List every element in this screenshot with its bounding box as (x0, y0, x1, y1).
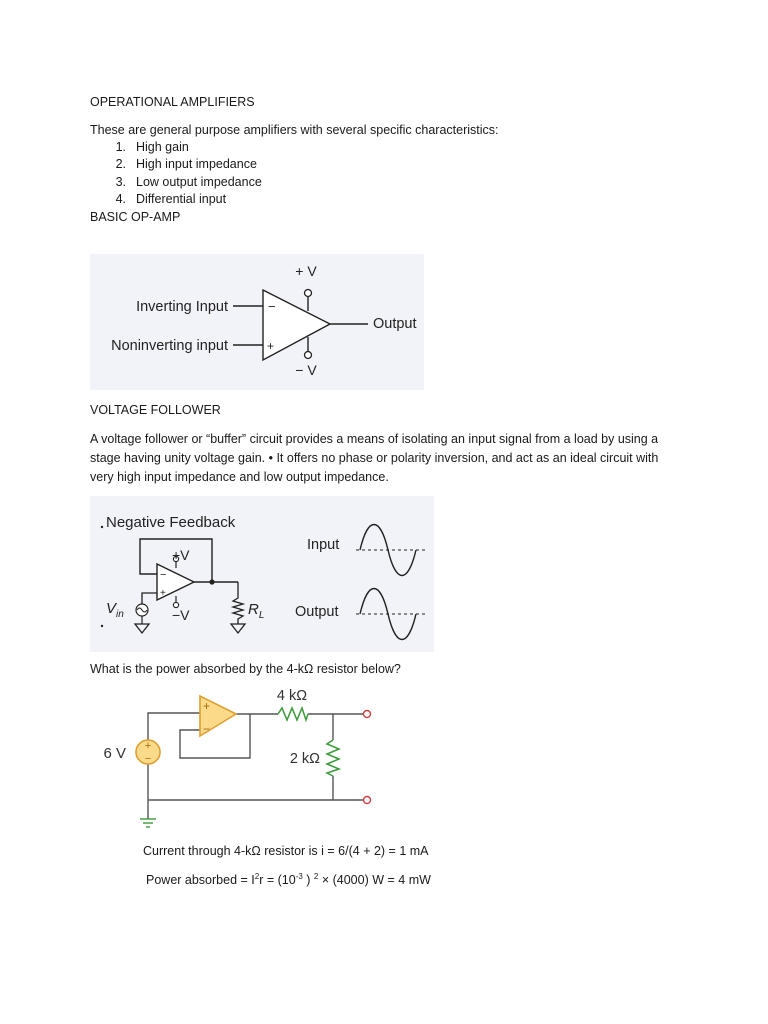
output-terminal-bottom (364, 797, 371, 804)
plus-supply-terminal (305, 290, 312, 297)
resistor-4k (278, 708, 308, 720)
plus-v-label: +V (172, 547, 190, 563)
circuit-problem-figure (90, 682, 390, 834)
negative-feedback-figure (90, 496, 434, 652)
rl-label: $R_L$ (248, 601, 265, 621)
inverting-sign: − (268, 299, 276, 314)
inverting-input-label: Inverting Input (136, 299, 228, 315)
section-heading-basic-op-amp: BASIC OP-AMP (90, 210, 181, 224)
circuit-problem-diagram (90, 682, 390, 834)
minus-v-label: − V (295, 362, 317, 378)
noninverting-sign: + (267, 339, 275, 353)
negative-feedback-title: Negative Feedback (106, 514, 236, 531)
output-node (209, 579, 214, 584)
noninverting-input-label: Noninverting input (111, 338, 228, 354)
section-heading-operational-amplifiers: OPERATIONAL AMPLIFIERS (90, 95, 255, 109)
power-calculation: Power absorbed = $I^2r = (10^{-3}$ ) $^2$ × (4000) W = 4 mW (146, 872, 431, 887)
voltage-follower-paragraph: A voltage follower or “buffer” circuit provides a means of isolating an input signal from a load by using a stage having unity voltage gain. • It offers no phase or polarity inversion, and act as an ideal circuit with very high input impedance and low output impedance. (90, 432, 659, 484)
minus-v-label: −V (172, 607, 190, 623)
noninverting-sign: + (160, 588, 166, 599)
output-terminal-top (364, 711, 371, 718)
source-plus-sign: + (144, 740, 152, 752)
resistor-4k-label: 4 kΩ (276, 688, 308, 704)
basic-opamp-figure (90, 254, 424, 390)
resistor-2k (327, 740, 339, 776)
basic-opamp-diagram (90, 254, 424, 390)
output-label: Output (373, 316, 417, 332)
output-wave-label: Output (295, 604, 339, 620)
source-voltage-label: 6 V (103, 745, 126, 762)
intro-text: These are general purpose amplifiers with several specific characteristics: (90, 123, 499, 137)
document-page: OPERATIONAL AMPLIFIERS These are general purpose amplifiers with several specific characteristics: 1. High gain 2. High input impedance 3. Low output impedance 4. Differential input BASIC OP-AMP − + + V − V Inverting Input Noninverting input Output VOLTAGE FOLLOWER A voltage follower or “buffer” circuit provides a means of isolating an input signal from a load by using a stage having unity voltage gain. • It offers no phase or polarity inversion, and act as an ideal circuit with very high input impedance and low output impedance. Negative Feedback − + +V −V $R_L$ $V_{in}$ Input Output What is the power absorbed by the 4-kΩ resistor below? + − 4 kΩ 2 kΩ + − 6 V Current through 4-kΩ resistor is i = 6/(4 + 2) = 1 mA Power absorbed = $I^2r = (10^{-3}$ ) $^2$ × (4000) W = 4 mW (0, 0, 768, 1024)
inverting-sign: − (160, 569, 167, 581)
source-minus-sign: − (144, 753, 152, 765)
opamp-minus-sign: − (203, 722, 211, 736)
plus-v-label: + V (295, 263, 317, 279)
section-heading-voltage-follower: VOLTAGE FOLLOWER (90, 403, 221, 417)
input-wave-label: Input (307, 537, 340, 553)
voltage-follower-diagram (90, 496, 434, 652)
decorative-dot (101, 625, 103, 627)
left-top-wire (148, 713, 200, 740)
current-calculation: Current through 4-kΩ resistor is i = 6/(4 + 2) = 1 mA (143, 844, 429, 858)
question-text: What is the power absorbed by the 4-kΩ resistor below? (90, 662, 401, 676)
resistor-2k-label: 2 kΩ (289, 751, 320, 767)
vin-label: $V_{in}$ (106, 600, 124, 620)
opamp-plus-sign: + (203, 699, 211, 713)
decorative-dot (101, 526, 103, 528)
minus-supply-terminal (305, 352, 312, 359)
